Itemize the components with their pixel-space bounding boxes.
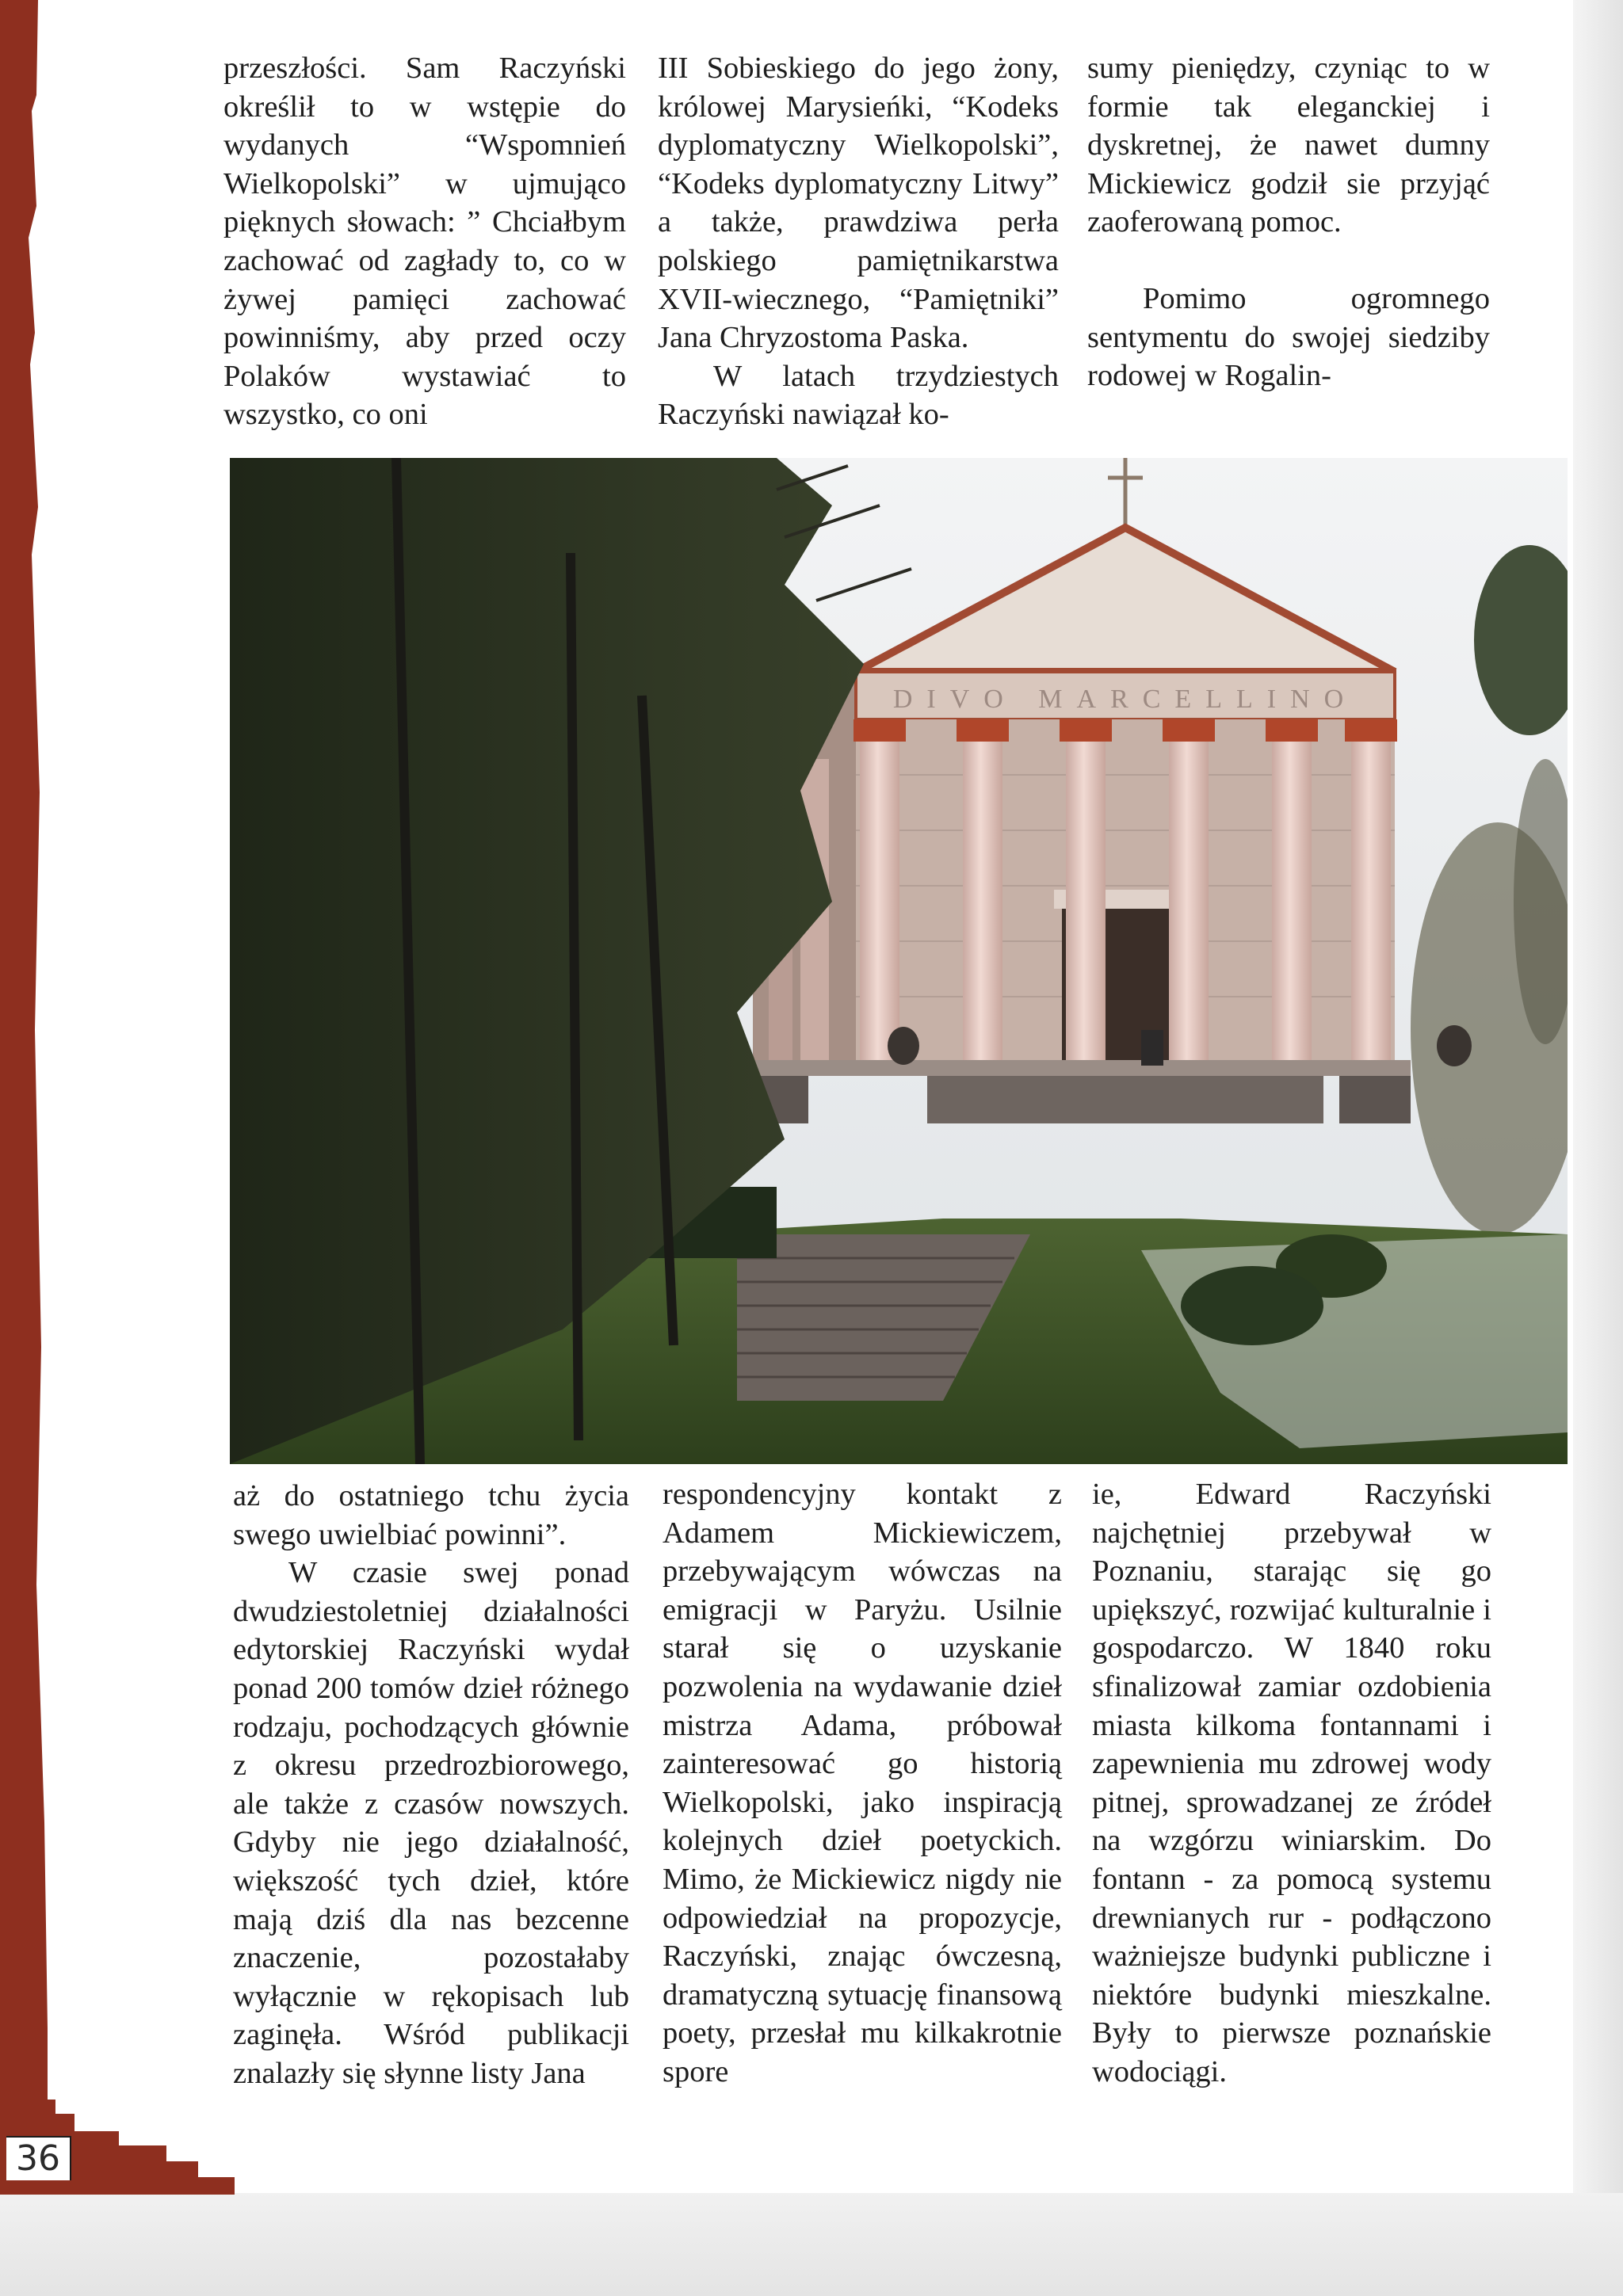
colonnade <box>769 719 1397 1064</box>
bottom-column-3 <box>1092 1475 1491 2092</box>
lion-statue-right <box>1437 1025 1472 1066</box>
lion-statue-left <box>888 1027 919 1065</box>
visitor-figure <box>1141 1030 1163 1066</box>
shrub <box>1181 1266 1323 1345</box>
paragraph: respondencyjny kontakt z Adamem Mickiewiczem, przebywającym wówczas na emigracji w Paryżu. Usilnie starał się o uzyskanie pozwolenia na wydawanie dzieł mistrza Adama, próbował zainteresować go historią Wielkopolski, jako inspiracją kolejnych dzieł poetyckich. Mimo, że Mickiewicz nigdy nie odpowiedział na propozycje, Raczyński, znając ówczesną, dramatyczną sytuację finansową poety, przesłał mu kilkakrotnie spore <box>663 1478 1062 2088</box>
paragraph: W czasie swej ponad dwudziestoletniej działalności edytorskiej Raczyński wydał ponad 200 tomów dzieł różnego rodzaju, pochodzących głównie z okresu przedrozbiorowego, ale także z czasów nowszych. Gdyby nie jego działalność, większość tych dzieł, które mają dziś dla nas bezcenne znaczenie, pozostałaby wyłącznie w rękopisach lub zaginęła. Wśród publikacji znalazły się słynne listy Jana <box>233 1556 629 2090</box>
bottom-column-1 <box>233 1477 629 2093</box>
paragraph: przeszłości. Sam Raczyński określił to w wstępie do wydanych “Wspomnień Wielkopolski” w ujmująco pięknych słowach: ” Chciałbym zachować od zagłady to, co w żywej pamięci zachować powinniśmy, aby przed oczy Polaków wystawiać to wszystko, co oni <box>223 51 626 432</box>
page-bottom-shadow <box>0 2193 1623 2296</box>
bottom-column-2 <box>663 1475 1062 2092</box>
paragraph: sumy pieniędzy, czyniąc to w formie tak eleganckiej i dyskretnej, że nawet dumny Mickiewicz godził sie przyjąć zaoferowaną pomoc. <box>1087 51 1490 239</box>
frieze-inscription: DIVO MARCELLINO <box>892 685 1358 714</box>
top-column-3 <box>1087 49 1490 395</box>
paragraph: Pomimo ogromnego sentymentu do swojej siedziby rodowej w Rogalin- <box>1087 281 1490 393</box>
top-column-2 <box>658 49 1059 434</box>
mausoleum-photo <box>230 458 1568 1464</box>
paragraph: aż do ostatniego tchu życia swego uwielbiać powinni”. <box>233 1479 629 1551</box>
page-number: 36 <box>6 2136 71 2180</box>
page-edge-shadow <box>1573 0 1623 2296</box>
red-margin-band <box>0 0 238 2195</box>
paragraph: ie, Edward Raczyński najchętniej przebywał w Poznaniu, starając się go upiększyć, rozwijać kulturalnie i gospodarczo. W 1840 roku sfinalizował zamiar ozdobienia miasta kilkoma fontannami i zapewnienia mu zdrowej wody pitnej, sprowadzanej ze źródeł na wzgórzu winiarskim. Do fontann - za pomocą systemu drewnianych rur - podłączono ważniejsze budynki publiczne i niektóre budynki mieszkalne. Były to pierwsze poznańskie wodociągi. <box>1092 1478 1491 2088</box>
stylobate <box>745 1060 1411 1076</box>
top-column-1 <box>223 49 626 434</box>
paragraph: III Sobieskiego do jego żony, królowej Marysieńki, “Kodeks dyplomatyczny Wielkopolski”, “Kodeks dyplomatyczny Litwy” a także, prawdziwa perła polskiego pamiętnikarstwa XVII-wiecznego, “Pamiętniki” Jana Chryzostoma Paska. <box>658 51 1059 355</box>
paragraph: W latach trzydziestych Raczyński nawiązał ko- <box>658 359 1059 432</box>
